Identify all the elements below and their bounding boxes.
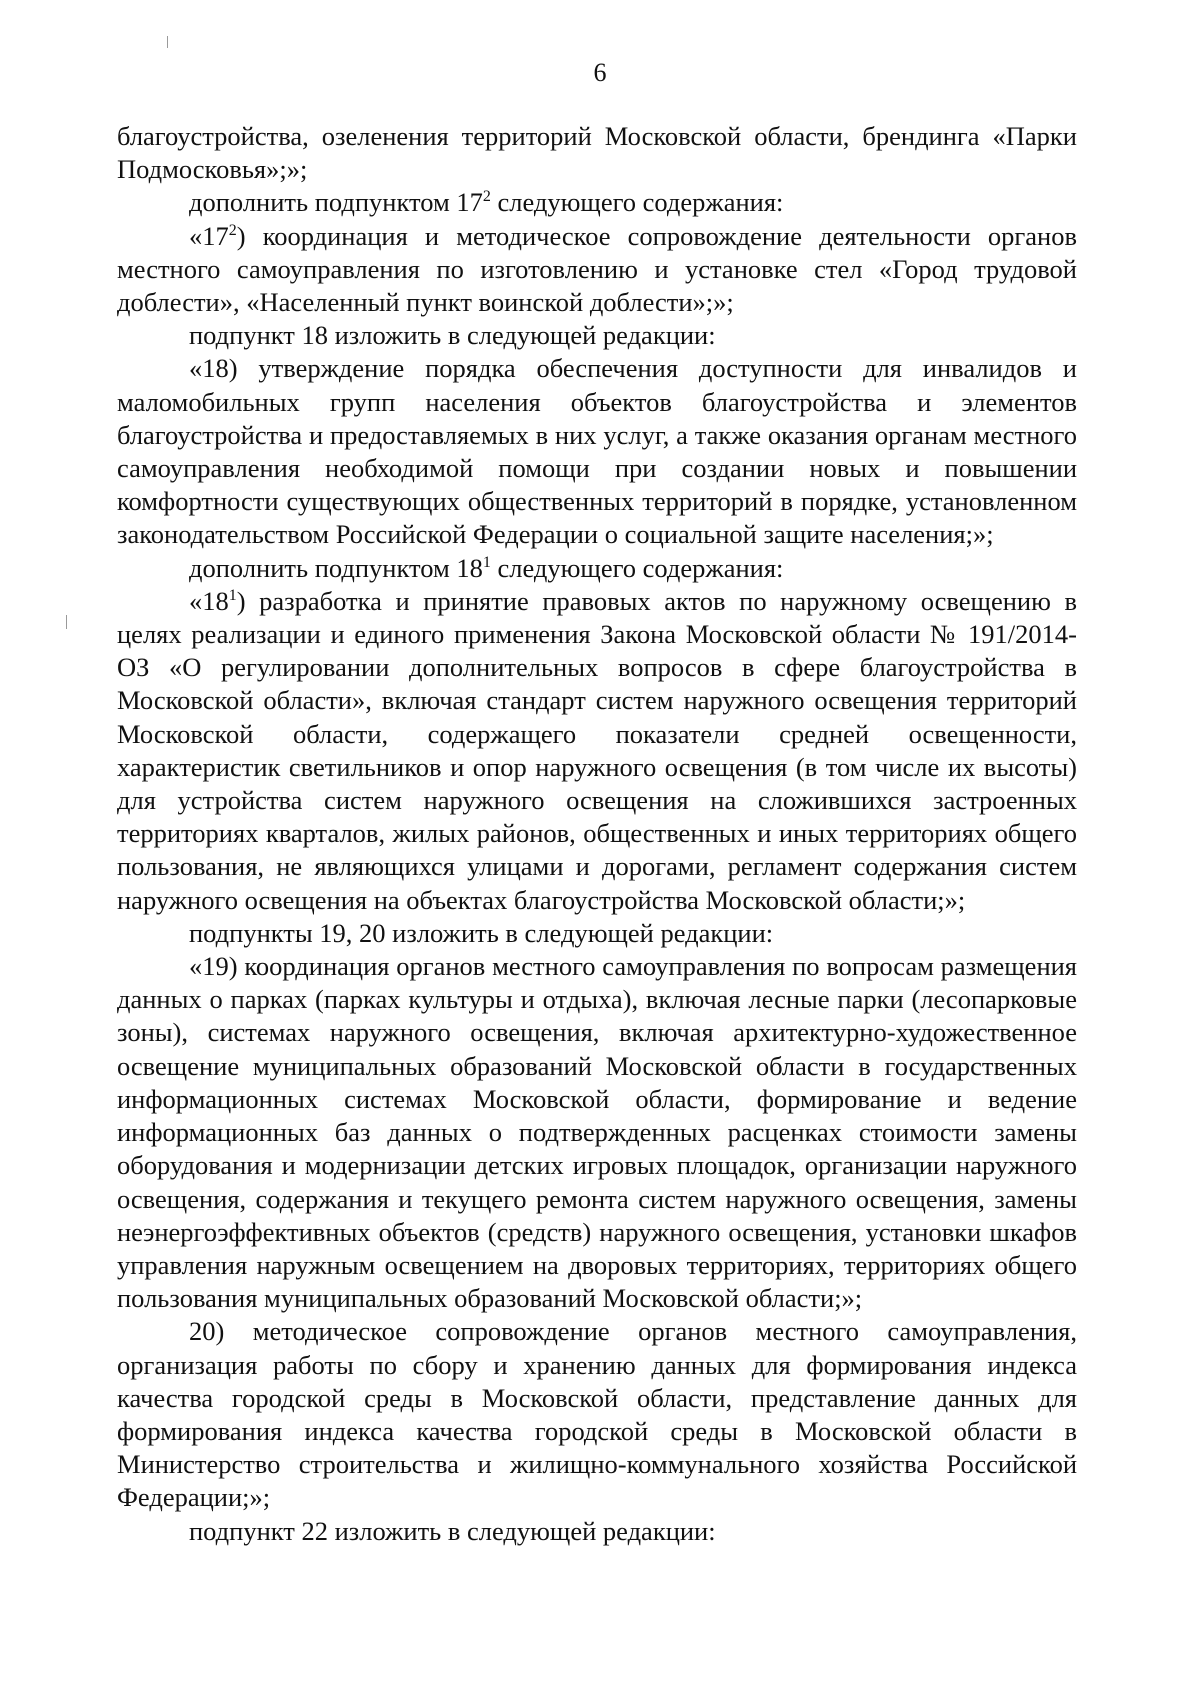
scan-artifact (167, 36, 168, 48)
paragraph-instruction (117, 1515, 1077, 1548)
document-body (117, 120, 1077, 1548)
paragraph-text: следующего содержания: (490, 187, 784, 218)
paragraph-text: «19) координация органов местного самоуправления по вопросам размещения данных о парках (парках культуры и отдыха), включая лесные парки (лесопарковые зоны), системах наружного освещения, включая архитектурно-художественное освещение муниципальных образований Московской области в государственных информационных системах Московской области, формирование и ведение информационных баз данных о подтвержденных расценках стоимости замены оборудования и модернизации детских игровых площадок, организации наружного освещения, содержания и текущего ремонта систем наружного освещения, замены неэнергоэффективных объектов (средств) наружного освещения, установки шкафов управления наружным освещением на дворовых территориях, территориях общего пользования муниципальных образований Московской области;»; (117, 951, 1077, 1314)
scan-artifact (66, 615, 67, 629)
paragraph-continuation (117, 120, 1077, 186)
page-number: 6 (593, 58, 607, 87)
paragraph-text: ) координация и методическое сопровождение деятельности органов местного самоуправления по изготовлению и установке стел «Город трудовой доблести», «Населенный пункт воинской доблести»;»; (117, 220, 1077, 318)
paragraph-text: ) разработка и принятие правовых актов по наружному освещению в целях реализации и единого применения Закона Московской области № 191/2014-ОЗ «О регулировании дополнительных вопросов в сфере благоустройства в Московской области», включая стандарт систем наружного освещения территорий Московской области, содержащего показатели средней освещенности, характеристик светильников и опор наружного освещения (в том числе их высоты) для устройства систем наружного освещения на сложившихся застроенных территориях кварталов, жилых районов, общественных и иных территориях общего пользования, не являющихся улицами и дорогами, регламент содержания систем наружного освещения на объектах благоустройства Московской области;»; (117, 585, 1077, 915)
superscript: 1 (228, 586, 237, 604)
paragraph-text: 20) методическое сопровождение органов местного самоуправления, организация работы по сбору и хранению данных для формирования индекса качества городской среды в Московской области, представление данных для формирования индекса качества городской среды в Московской области в Министерство строительства и жилищно-коммунального хозяйства Российской Федерации;»; (117, 1316, 1077, 1513)
paragraph-text: дополнить подпунктом 18 (189, 552, 483, 583)
paragraph-item-18-1 (117, 585, 1077, 917)
superscript: 2 (228, 221, 237, 239)
paragraph-text: «18) утверждение порядка обеспечения доступности для инвалидов и маломобильных групп населения объектов благоустройства и элементов благоустройства и предоставляемых в них услуг, а также оказания органам местного самоуправления необходимой помощи при создании новых и повышении комфортности существующих общественных территорий в порядке, установленном законодательством Российской Федерации о социальной защите населения;»; (117, 353, 1077, 550)
paragraph-item-19 (117, 950, 1077, 1315)
paragraph-instruction (117, 917, 1077, 950)
paragraph-item-17-2 (117, 220, 1077, 320)
paragraph-instruction (117, 552, 1077, 585)
paragraph-text: «17 (189, 220, 229, 251)
paragraph-item-20 (117, 1315, 1077, 1514)
paragraph-text: подпункт 22 изложить в следующей редакции: (189, 1515, 716, 1546)
superscript: 2 (482, 188, 491, 206)
paragraph-text: благоустройства, озеленения территорий Московской области, брендинга «Парки Подмосковья»;»; (117, 121, 1077, 185)
paragraph-text: подпункты 19, 20 изложить в следующей редакции: (189, 917, 774, 948)
superscript: 1 (482, 553, 491, 571)
paragraph-text: следующего содержания: (490, 552, 784, 583)
paragraph-text: подпункт 18 изложить в следующей редакции: (189, 320, 716, 351)
paragraph-item-18 (117, 352, 1077, 551)
paragraph-instruction (117, 186, 1077, 219)
paragraph-text: «18 (189, 585, 229, 616)
paragraph-text: дополнить подпунктом 17 (189, 187, 483, 218)
paragraph-instruction (117, 319, 1077, 352)
